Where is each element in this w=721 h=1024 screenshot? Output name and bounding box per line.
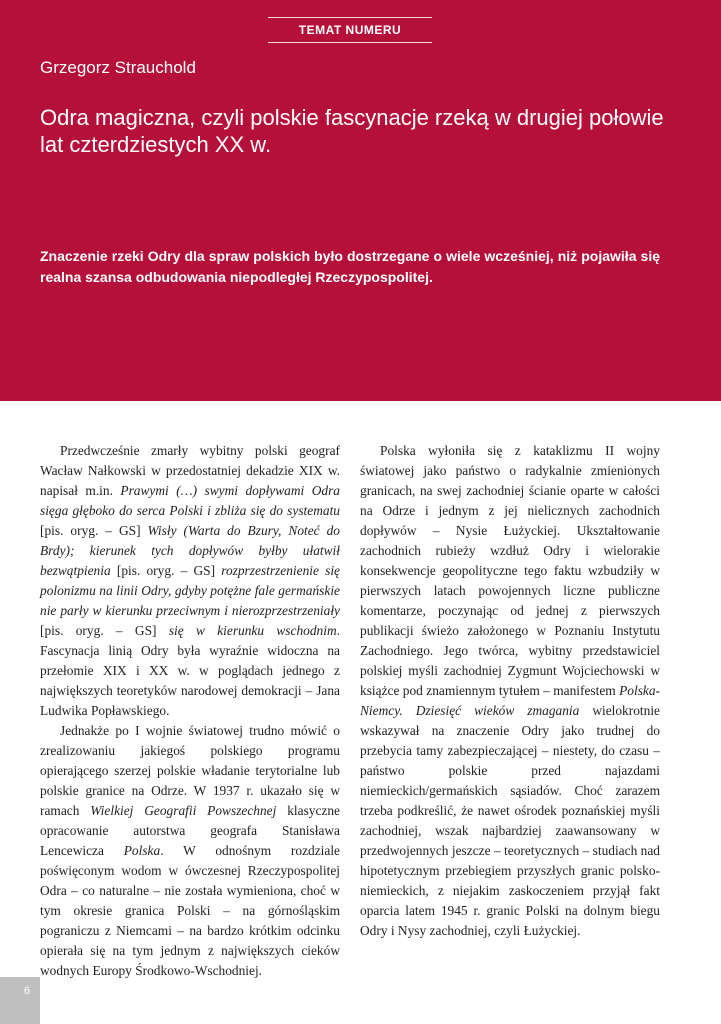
paragraph: Polska wyłoniła się z kataklizmu II wojny światowej jako państwo o radykalnie zmienionych granicach, na swej zachodniej ścianie oparte w całości na Odrze i jednym z jej nielicznych zachodnich dopływów – Nysie Łużyckiej. Ukształtowanie zachodnich rubieży wzdłuż Odry i wielorakie konsekwencje geopolityczne tego faktu wzbudziły w pierwszych latach powojennych liczne publiczne komentarze, poczynając od jednej z pierwszych publikacji świeżo założonego w Poznaniu Instytutu Zachodniego. Jego twórca, wybitny przedstawiciel polskiej myśli zachodniej Zygmunt Wojciechowski w książce pod znamiennym tytułem – manifestem Polska-Niemcy. Dziesięć wieków zmagania wielokrotnie wskazywał na znaczenie Odry jako trudnej do przebycia tamy zabezpieczającej – niestety, do czasu – państwo polskie przed najazdami niemieckich/germańskich sąsiadów. Choć zarazem trzeba podkreślić, że nawet ośrodek poznańskiej myśli zachodniej, wszak najbardziej zaawansowany w przedwojennych jeszcze – teoretycznych – studiach nad hipotetycznym przebiegiem przyszłych granic polsko-niemieckich, z niejakim zaskoczeniem przyjął fakt oparcia latem 1945 r. granic Polski na dolnym biegu Odry i Nysy zachodniej, czyli Łużyckiej. (360, 443, 660, 938)
body-column-left (40, 441, 340, 981)
author-name: Grzegorz Strauchold (40, 58, 196, 77)
section-tag-label: TEMAT NUMERU (298, 23, 402, 37)
paragraph: Jednakże po I wojnie światowej trudno mówić o zrealizowaniu jakiegoś polskiego programu opierającego szerzej polskie władanie terytorialne lub polskie granice na Odrze. W 1937 r. ukazało się w ramach Wielkiej Geografii Powszechnej klasyczne opracowanie autorstwa geografa Stanisława Lencewicza Polska. W odnośnym rozdziale poświęconym wodom w ówczesnej Rzeczypospolitej Odra – co naturalne – nie została wymieniona, choć w tym okresie granica Polski – na górnośląskim pograniczu z Niemcami – na bardzo krótkim odcinku opierała się na tym jednym z największych cieków wodnych Europy Środkowo-Wschodniej. (40, 723, 341, 978)
article-lead: Znaczenie rzeki Odry dla spraw polskich było dostrzegane o wiele wcześniej, niż pojawiła się realna szansa odbudowania niepodległej Rzeczypospolitej. (40, 248, 660, 285)
section-tag (268, 17, 432, 43)
body-column-right (360, 441, 660, 941)
paragraph: Przedwcześnie zmarły wybitny polski geograf Wacław Nałkowski w przedostatniej dekadzie XIX w. napisał m.in. Prawymi (…) swymi dopływami Odra sięga głęboko do serca Polski i zbliża się do systematu [pis. oryg. – GS] Wisły (Warta do Bzury, Noteć do Brdy); kierunek tych dopływów byłby ułatwił bezwątpienia [pis. oryg. – GS] rozprzestrzenienie się polonizmu na linii Odry, gdyby potężne fale germańskie nie parły w kierunku przeciwnym i nierozprzestrzeniały [pis. oryg. – GS] się w kierunku wschodnim. Fascynacja linią Odry była wyraźnie widoczna na przełomie XIX i XX w. w poglądach jednego z największych teoretyków narodowej demokracji – Jana Ludwika Popławskiego. (40, 443, 340, 718)
page-number-tab (0, 977, 40, 1024)
article-title: Odra magiczna, czyli polskie fascynacje rzeką w drugiej połowie lat czterdziestych XX w. (40, 105, 664, 157)
page-number: 6 (24, 985, 31, 997)
header-banner (0, 0, 721, 401)
